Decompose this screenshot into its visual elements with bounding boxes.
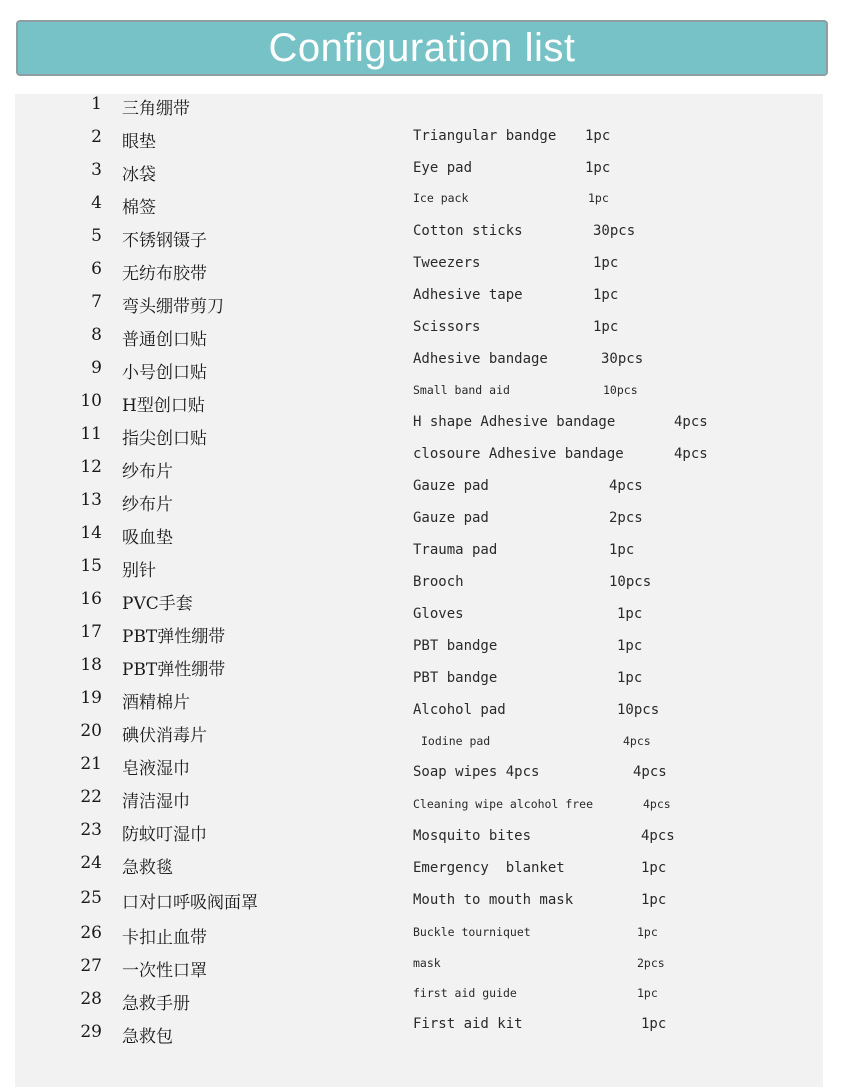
item-name-chinese: 皂液湿巾 xyxy=(122,759,190,779)
item-name-english: H shape Adhesive bandage xyxy=(413,414,616,430)
item-number: 14 xyxy=(80,523,102,543)
item-number: 23 xyxy=(80,820,102,840)
en-list-item xyxy=(413,574,813,596)
item-name-chinese: 一次性口罩 xyxy=(122,961,207,981)
cn-list-item xyxy=(15,424,395,450)
configuration-list-panel xyxy=(15,94,823,1087)
en-list-item xyxy=(413,797,813,819)
item-name-english: Cleaning wipe alcohol free xyxy=(413,797,594,811)
cn-list-item xyxy=(15,259,395,285)
cn-list-item xyxy=(15,292,395,318)
item-number: 3 xyxy=(91,160,102,180)
item-name-english: Eye pad xyxy=(413,160,473,176)
item-quantity: 1pc xyxy=(637,925,658,939)
item-name-chinese: H型创口贴 xyxy=(122,396,205,416)
en-list-item xyxy=(413,414,813,436)
item-name-english: PBT bandge xyxy=(413,670,498,686)
item-name-english: Trauma pad xyxy=(413,542,498,558)
en-list-item xyxy=(413,542,813,564)
item-name-chinese: 纱布片 xyxy=(122,495,173,515)
item-name-chinese: 小号创口贴 xyxy=(122,363,207,383)
item-name-chinese: 口对口呼吸阀面罩 xyxy=(122,893,258,913)
en-list-item xyxy=(413,956,813,978)
en-list-item xyxy=(413,223,813,245)
cn-list-item xyxy=(15,688,395,714)
en-list-item xyxy=(413,764,813,786)
page-title: Configuration list xyxy=(268,25,576,70)
item-name-chinese: 急救毯 xyxy=(122,858,173,878)
item-name-chinese: 纱布片 xyxy=(122,462,173,482)
cn-list-item xyxy=(15,193,395,219)
item-name-chinese: 急救手册 xyxy=(122,994,190,1014)
item-number: 26 xyxy=(80,923,102,943)
item-number: 16 xyxy=(80,589,102,609)
cn-list-item xyxy=(15,989,395,1015)
item-name-english: PBT bandge xyxy=(413,638,498,654)
item-quantity: 1pc xyxy=(593,287,619,303)
item-name-english: Gauze pad xyxy=(413,478,489,494)
item-quantity: 1pc xyxy=(641,892,667,908)
item-name-english: mask xyxy=(413,956,441,970)
item-name-english: Brooch xyxy=(413,574,464,590)
en-list-item xyxy=(413,892,813,914)
item-number: 4 xyxy=(91,193,102,213)
en-list-item xyxy=(413,860,813,882)
en-list-item xyxy=(413,510,813,532)
item-name-english: Adhesive bandage xyxy=(413,351,548,367)
cn-list-item xyxy=(15,956,395,982)
item-number: 21 xyxy=(80,754,102,774)
item-name-chinese: 急救包 xyxy=(122,1027,173,1047)
item-name-english: Ice pack xyxy=(413,191,469,205)
item-quantity: 1pc xyxy=(593,255,619,271)
cn-list-item xyxy=(15,391,395,417)
en-list-item xyxy=(413,287,813,309)
item-quantity: 4pcs xyxy=(674,446,708,462)
cn-list-item xyxy=(15,655,395,681)
item-number: 2 xyxy=(91,127,102,147)
item-name-english: Gloves xyxy=(413,606,464,622)
en-list-item xyxy=(413,1016,813,1038)
item-quantity: 10pcs xyxy=(609,574,652,590)
item-name-english: Adhesive tape xyxy=(413,287,523,303)
cn-list-item xyxy=(15,94,395,120)
item-quantity: 1pc xyxy=(585,160,611,176)
item-number: 5 xyxy=(91,226,102,246)
item-quantity: 30pcs xyxy=(601,351,644,367)
item-number: 19 xyxy=(80,688,102,708)
en-list-item xyxy=(413,734,813,756)
en-list-item xyxy=(413,702,813,724)
item-name-english: Gauze pad xyxy=(413,510,489,526)
item-name-english: Buckle tourniquet xyxy=(413,925,531,939)
cn-list-item xyxy=(15,853,395,879)
en-list-item xyxy=(413,606,813,628)
item-quantity: 4pcs xyxy=(623,734,651,748)
cn-list-item xyxy=(15,589,395,615)
en-list-item xyxy=(413,128,813,150)
item-quantity: 1pc xyxy=(585,128,611,144)
item-name-english: Iodine pad xyxy=(421,734,491,748)
item-name-chinese: 卡扣止血带 xyxy=(122,928,207,948)
item-number: 9 xyxy=(91,358,102,378)
item-name-chinese: 普通创口贴 xyxy=(122,330,207,350)
item-name-chinese: PBT弹性绷带 xyxy=(122,660,226,680)
item-name-chinese: 防蚊叮湿巾 xyxy=(122,825,207,845)
en-list-item xyxy=(413,670,813,692)
item-quantity: 1pc xyxy=(637,986,658,1000)
item-name-chinese: 弯头绷带剪刀 xyxy=(122,297,224,317)
item-name-chinese: 冰袋 xyxy=(122,165,156,185)
cn-list-item xyxy=(15,358,395,384)
item-name-english: Mouth to mouth mask xyxy=(413,892,574,908)
en-list-item xyxy=(413,255,813,277)
item-name-english: Alcohol pad xyxy=(413,702,506,718)
item-name-chinese: PBT弹性绷带 xyxy=(122,627,226,647)
item-name-chinese: 指尖创口贴 xyxy=(122,429,207,449)
item-quantity: 4pcs xyxy=(643,797,671,811)
cn-list-item xyxy=(15,226,395,252)
cn-list-item xyxy=(15,622,395,648)
item-number: 15 xyxy=(80,556,102,576)
cn-list-item xyxy=(15,490,395,516)
item-quantity: 1pc xyxy=(617,670,643,686)
cn-list-item xyxy=(15,754,395,780)
en-list-item xyxy=(413,383,813,405)
item-name-chinese: 碘伏消毒片 xyxy=(122,726,207,746)
item-name-chinese: 三角绷带 xyxy=(122,99,190,119)
item-number: 8 xyxy=(91,325,102,345)
en-list-item xyxy=(413,160,813,182)
item-name-chinese: 无纺布胶带 xyxy=(122,264,207,284)
item-name-english: Soap wipes 4pcs xyxy=(413,764,540,780)
item-name-chinese: 眼垫 xyxy=(122,132,156,152)
item-quantity: 1pc xyxy=(617,638,643,654)
cn-list-item xyxy=(15,160,395,186)
item-number: 1 xyxy=(91,94,102,114)
item-quantity: 1pc xyxy=(609,542,635,558)
item-number: 24 xyxy=(80,853,102,873)
item-quantity: 4pcs xyxy=(641,828,675,844)
cn-list-item xyxy=(15,721,395,747)
item-quantity: 4pcs xyxy=(609,478,643,494)
item-quantity: 1pc xyxy=(588,191,609,205)
cn-list-item xyxy=(15,820,395,846)
item-name-english: Triangular bandge xyxy=(413,128,557,144)
item-name-english: Tweezers xyxy=(413,255,481,271)
en-list-item xyxy=(413,478,813,500)
item-quantity: 2pcs xyxy=(609,510,643,526)
item-quantity: 4pcs xyxy=(633,764,667,780)
item-name-chinese: 吸血垫 xyxy=(122,528,173,548)
item-number: 29 xyxy=(80,1022,102,1042)
item-quantity: 1pc xyxy=(617,606,643,622)
item-name-english: first aid guide xyxy=(413,986,517,1000)
cn-list-item xyxy=(15,923,395,949)
en-list-item xyxy=(413,925,813,947)
item-number: 20 xyxy=(80,721,102,741)
item-name-english: closoure Adhesive bandage xyxy=(413,446,624,462)
item-name-english: Scissors xyxy=(413,319,481,335)
item-number: 7 xyxy=(91,292,102,312)
item-number: 6 xyxy=(91,259,102,279)
item-name-chinese: 棉签 xyxy=(122,198,156,218)
item-quantity: 1pc xyxy=(593,319,619,335)
item-name-english: Cotton sticks xyxy=(413,223,523,239)
en-list-item xyxy=(413,446,813,468)
en-list-item xyxy=(413,986,813,1008)
item-number: 22 xyxy=(80,787,102,807)
en-list-item xyxy=(413,638,813,660)
cn-list-item xyxy=(15,325,395,351)
cn-list-item xyxy=(15,787,395,813)
item-name-chinese: 酒精棉片 xyxy=(122,693,190,713)
en-list-item xyxy=(413,828,813,850)
item-quantity: 4pcs xyxy=(674,414,708,430)
title-banner xyxy=(16,20,828,76)
item-quantity: 1pc xyxy=(641,860,667,876)
cn-list-item xyxy=(15,888,395,914)
item-number: 10 xyxy=(80,391,102,411)
item-name-english: Mosquito bites xyxy=(413,828,532,844)
cn-list-item xyxy=(15,523,395,549)
item-name-chinese: 别针 xyxy=(122,561,156,581)
item-quantity: 10pcs xyxy=(617,702,660,718)
item-name-chinese: 不锈钢镊子 xyxy=(122,231,207,251)
item-number: 17 xyxy=(80,622,102,642)
en-list-item xyxy=(413,319,813,341)
item-number: 25 xyxy=(80,888,102,908)
item-number: 28 xyxy=(80,989,102,1009)
item-number: 12 xyxy=(80,457,102,477)
item-quantity: 1pc xyxy=(641,1016,667,1032)
cn-list-item xyxy=(15,457,395,483)
item-name-chinese: 清洁湿巾 xyxy=(122,792,190,812)
item-number: 11 xyxy=(80,424,102,444)
en-list-item xyxy=(413,351,813,373)
item-name-chinese: PVC手套 xyxy=(122,594,193,614)
en-list-item xyxy=(413,191,813,213)
cn-list-item xyxy=(15,127,395,153)
item-quantity: 30pcs xyxy=(593,223,636,239)
item-number: 18 xyxy=(80,655,102,675)
item-quantity: 2pcs xyxy=(637,956,665,970)
item-name-english: Emergency blanket xyxy=(413,860,565,876)
item-name-english: Small band aid xyxy=(413,383,510,397)
item-number: 27 xyxy=(80,956,102,976)
item-number: 13 xyxy=(80,490,102,510)
item-quantity: 10pcs xyxy=(603,383,638,397)
cn-list-item xyxy=(15,1022,395,1048)
item-name-english: First aid kit xyxy=(413,1016,523,1032)
cn-list-item xyxy=(15,556,395,582)
